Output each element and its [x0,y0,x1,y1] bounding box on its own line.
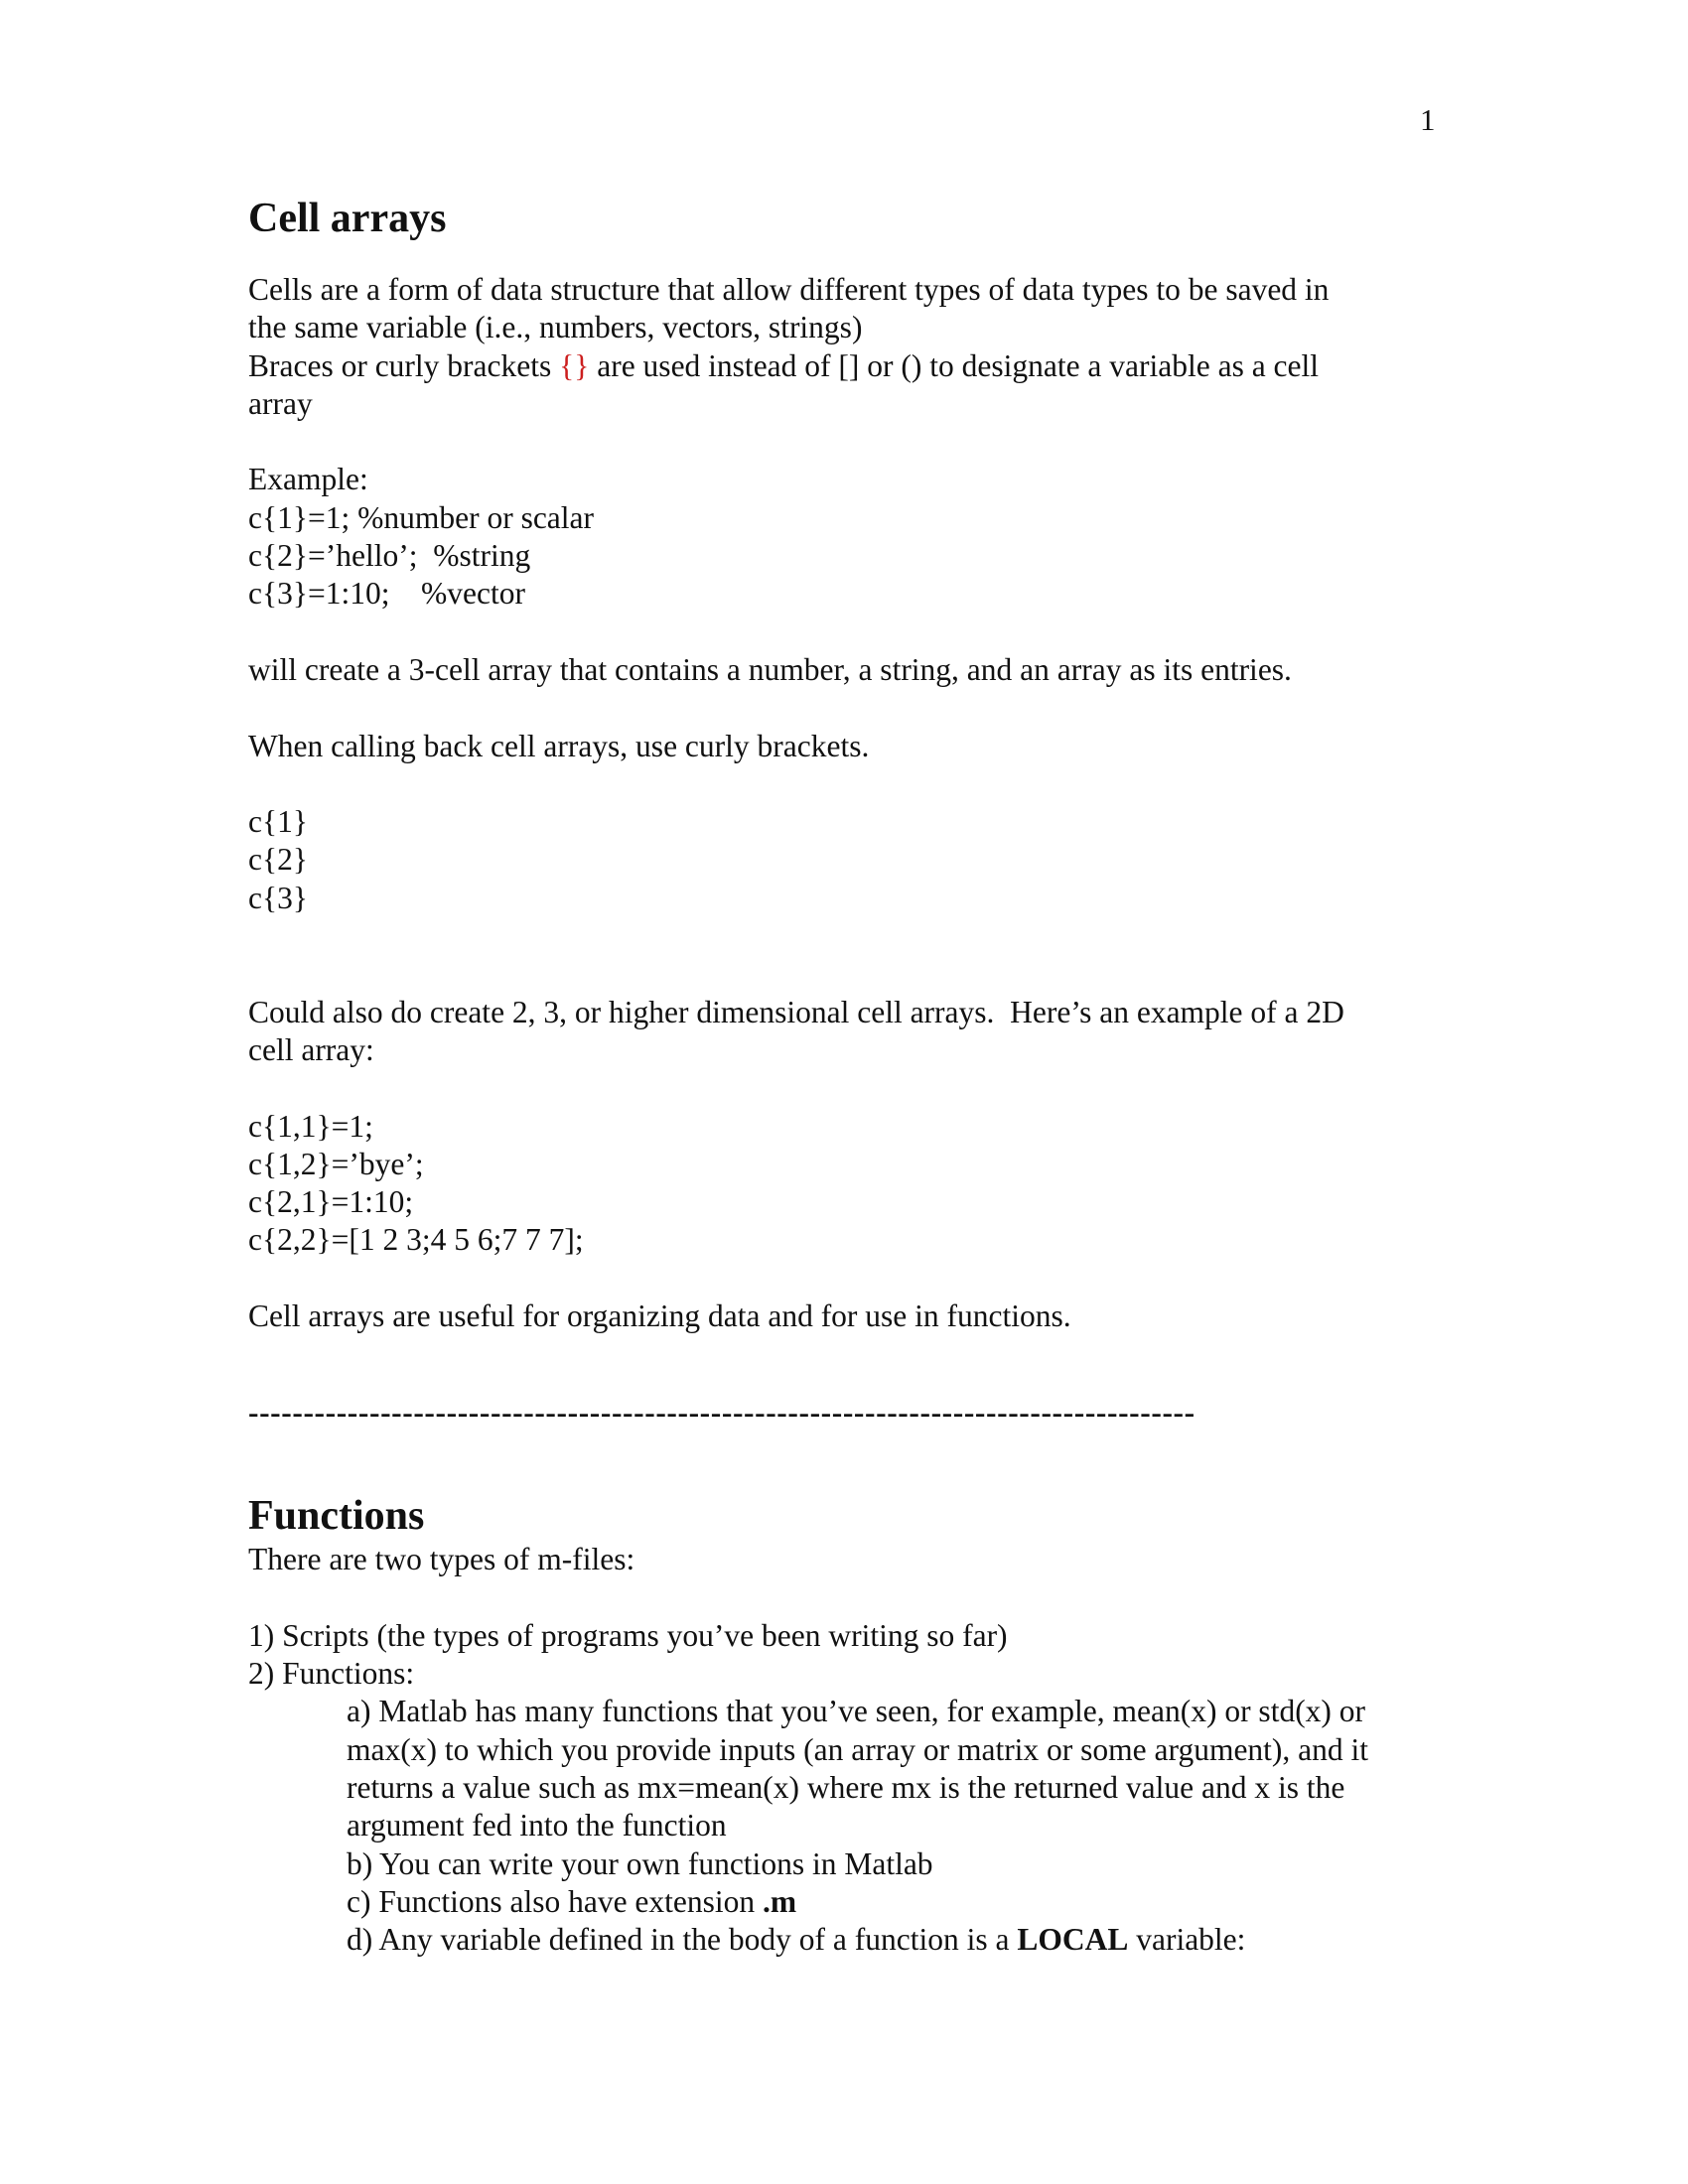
spacer [248,765,1440,803]
sub-item-c-text: c) Functions also have extension [347,1883,764,1919]
braces-line [248,347,1440,385]
spacer [248,1374,1440,1394]
spacer [248,1432,1440,1469]
dimensional-line-1: Could also do create 2, 3, or higher dimensional cell arrays. Here’s an example of a 2D [248,994,1344,1029]
spacer [248,689,1440,727]
callback-code-line: c{3} [248,880,308,915]
sub-item-d-end: variable: [1128,1922,1246,1958]
sub-item-a-line: max(x) to which you provide inputs (an array or matrix or some argument), and it [347,1731,1369,1767]
spacer [248,1579,1440,1617]
local-keyword: LOCAL [1017,1922,1129,1958]
intro-line-1: Cells are a form of data structure that allow different types of data types to be saved in [248,272,1330,307]
functions-intro: There are two types of m-files: [248,1542,635,1577]
example-code-line: c{1}=1; %number or scalar [248,499,595,535]
braces-text-post: are used instead of [] or () to designate a variable as a cell [589,347,1320,383]
sub-item-d-text: d) Any variable defined in the body of a function is a [347,1922,1018,1958]
spacer [248,614,1440,651]
callback-text: When calling back cell arrays, use curly brackets. [248,728,870,763]
sub-item-a-line: returns a value such as mx=mean(x) where mx is the returned value and x is the [347,1769,1345,1805]
sub-item-b: b) You can write your own functions in Matlab [347,1845,933,1881]
intro-line-2: the same variable (i.e., numbers, vectors, strings) [248,310,863,345]
twod-code-line: c{1,1}=1; [248,1108,373,1144]
braces-symbol: {} [559,347,590,383]
callback-code-line: c{2} [248,842,308,878]
example-code-line: c{2}=’hello’; %string [248,538,531,574]
document-body [248,194,1440,1959]
functions-heading: Functions [248,1493,425,1540]
twod-code-line: c{2,2}=[1 2 3;4 5 6;7 7 7]; [248,1222,584,1258]
mfile-type-scripts: 1) Scripts (the types of programs you’ve been writing so far) [248,1617,1008,1653]
braces-text-pre: Braces or curly brackets [248,347,560,383]
sub-item-a-line: a) Matlab has many functions that you’ve seen, for example, mean(x) or std(x) or [347,1694,1366,1729]
spacer [248,1469,1440,1491]
sub-item-d [347,1921,1440,1959]
spacer [248,917,1440,955]
spacer [248,423,1440,461]
example-code-line: c{3}=1:10; %vector [248,576,525,612]
twod-code-line: c{1,2}=’bye’; [248,1146,424,1181]
extension-m: .m [763,1883,797,1919]
spacer [248,1069,1440,1107]
functions-sublist [248,1693,1440,1959]
spacer [248,1335,1440,1373]
useful-text: Cell arrays are useful for organizing data and for use in functions. [248,1298,1071,1334]
section-divider: -------------------------------------------------------------------------------------- [248,1394,1196,1430]
mfile-type-functions: 2) Functions: [248,1656,415,1692]
cell-arrays-heading: Cell arrays [248,196,447,241]
creates-text: will create a 3-cell array that contains a number, a string, and an array as its entries. [248,651,1292,687]
spacer [248,955,1440,993]
example-label: Example: [248,462,368,497]
dimensional-line-2: cell array: [248,1031,374,1067]
spacer [248,1260,1440,1297]
spacer [248,243,1440,271]
sub-item-a-line: argument fed into the function [347,1808,727,1843]
callback-code-line: c{1} [248,804,308,840]
sub-item-c [347,1883,1440,1921]
page-number: 1 [1420,102,1436,137]
twod-code-line: c{2,1}=1:10; [248,1184,414,1220]
braces-line-end: array [248,385,313,421]
